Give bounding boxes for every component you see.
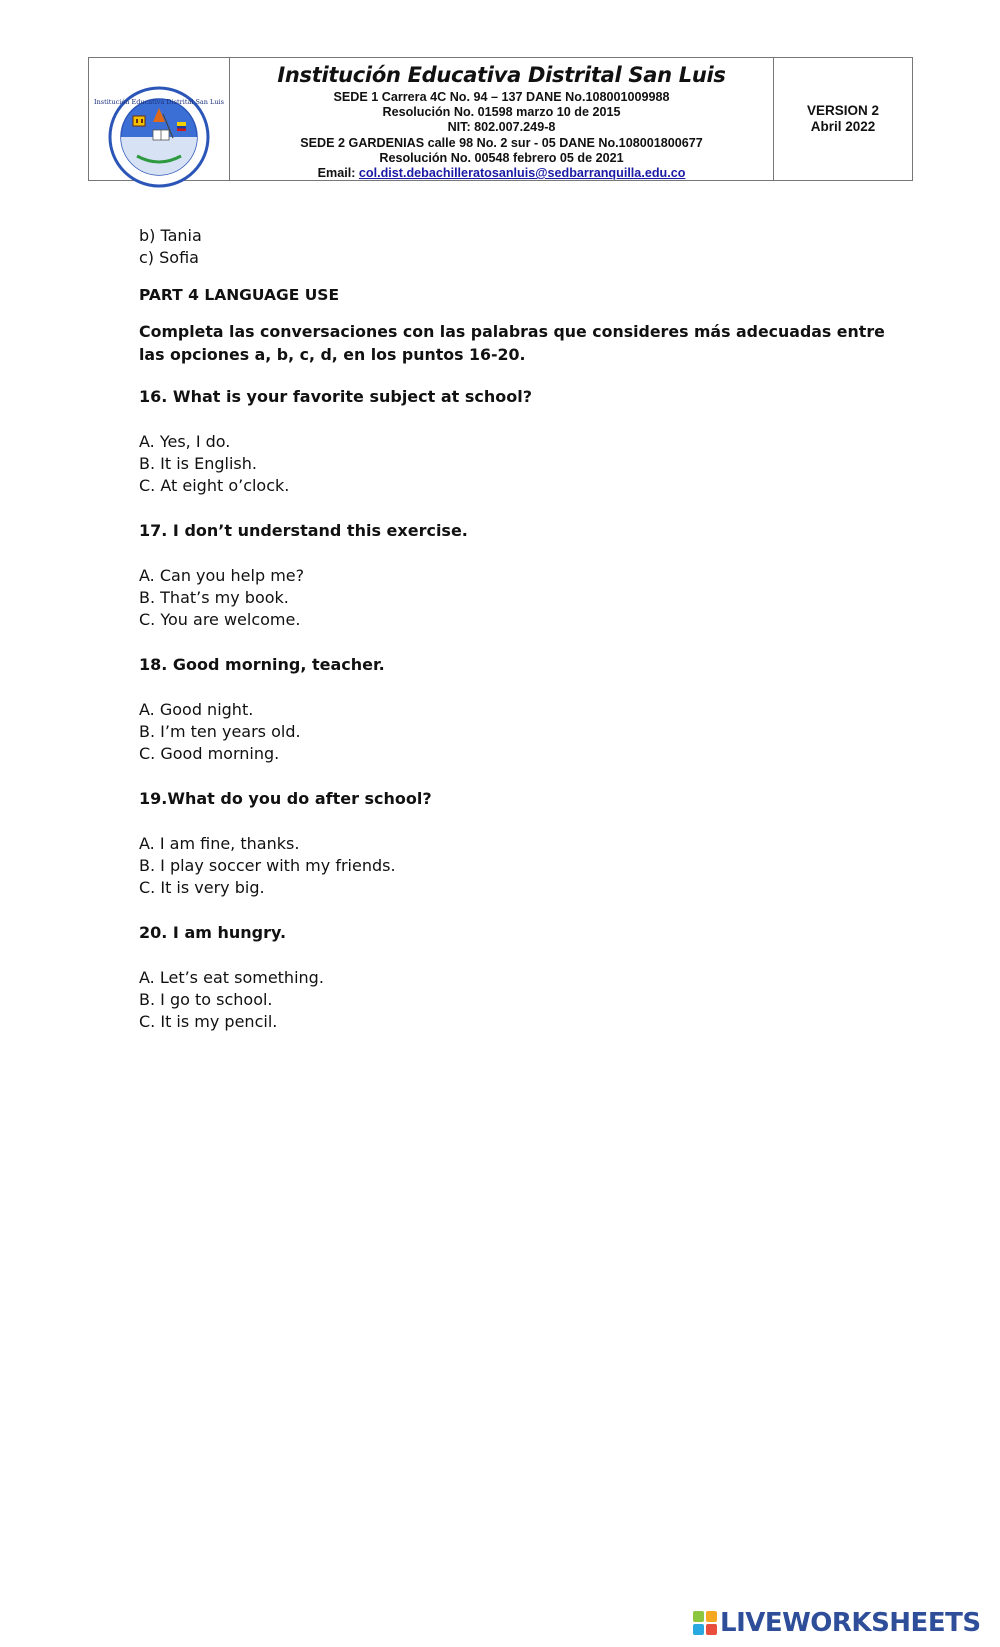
liveworksheets-wordmark: LIVEWORKSHEETS (720, 1608, 981, 1638)
option-b[interactable]: B. I go to school. (139, 990, 273, 1009)
institution-info (230, 58, 774, 180)
header-line-resolucion1: Resolución No. 01598 marzo 10 de 2015 (382, 105, 621, 120)
question-prompt: 17. I don’t understand this exercise. (139, 521, 468, 540)
header-line-nit: NIT: 802.007.249-8 (447, 120, 556, 135)
option-a[interactable]: A. Good night. (139, 700, 254, 719)
header-line-resolucion2: Resolución No. 00548 febrero 05 de 2021 (379, 150, 624, 165)
option-a[interactable]: A. Let’s eat something. (139, 968, 324, 987)
option-c[interactable]: C. Good morning. (139, 744, 280, 763)
option-b[interactable]: B. That’s my book. (139, 588, 289, 607)
option-a[interactable]: A. Yes, I do. (139, 432, 231, 451)
version-label: VERSION 2 (806, 103, 880, 118)
option-c[interactable]: C. You are welcome. (139, 610, 301, 629)
option-b[interactable]: B. I’m ten years old. (139, 722, 301, 741)
logo-square-red (706, 1624, 717, 1635)
option-a[interactable]: A. Can you help me? (139, 566, 305, 585)
prev-option-b: b) Tania (139, 226, 202, 245)
worksheet-content (139, 225, 899, 1033)
email-link[interactable]: col.dist.debachilleratosanluis@sedbarranquilla.edu.co (358, 166, 686, 181)
question-20 (139, 922, 899, 1033)
question-17 (139, 520, 899, 631)
school-seal-logo (94, 86, 224, 188)
question-prompt: 18. Good morning, teacher. (139, 655, 385, 674)
svg-text:Institución Educativa Distrita: Institución Educativa Distrital San Luis (94, 98, 224, 106)
institution-name: Institución Educativa Distrital San Luis (277, 63, 726, 87)
version-date: Abril 2022 (810, 119, 876, 134)
header-line-sede1: SEDE 1 Carrera 4C No. 94 – 137 DANE No.108001009988 (333, 90, 670, 104)
header-table (88, 57, 913, 181)
logo-square-orange (706, 1611, 717, 1622)
logo-square-green (693, 1611, 704, 1622)
logo-square-blue (693, 1624, 704, 1635)
question-prompt: 19.What do you do after school? (139, 789, 432, 808)
question-19 (139, 788, 899, 899)
option-c[interactable]: C. It is my pencil. (139, 1012, 278, 1031)
header-email-line (230, 166, 773, 181)
email-label: Email: (317, 166, 356, 181)
liveworksheets-brand[interactable] (693, 1608, 981, 1638)
logo-cell (89, 58, 230, 180)
option-a[interactable]: A. I am fine, thanks. (139, 834, 300, 853)
question-prompt: 16. What is your favorite subject at school? (139, 387, 533, 406)
liveworksheets-logo-icon (693, 1611, 717, 1635)
version-cell (774, 58, 912, 180)
header-line-sede2: SEDE 2 GARDENIAS calle 98 No. 2 sur - 05 DANE No.108001800677 (300, 135, 703, 150)
section-title: PART 4 LANGUAGE USE (139, 286, 340, 304)
section-instructions: Completa las conversaciones con las palabras que consideres más adecuadas entre las opciones a, b, c, d, en los puntos 16-20. (139, 322, 885, 364)
question-16 (139, 386, 899, 497)
question-prompt: 20. I am hungry. (139, 923, 287, 942)
option-c[interactable]: C. At eight o’clock. (139, 476, 290, 495)
option-b[interactable]: B. It is English. (139, 454, 257, 473)
option-b[interactable]: B. I play soccer with my friends. (139, 856, 396, 875)
question-18 (139, 654, 899, 765)
prev-option-c: c) Sofia (139, 248, 199, 267)
option-c[interactable]: C. It is very big. (139, 878, 265, 897)
